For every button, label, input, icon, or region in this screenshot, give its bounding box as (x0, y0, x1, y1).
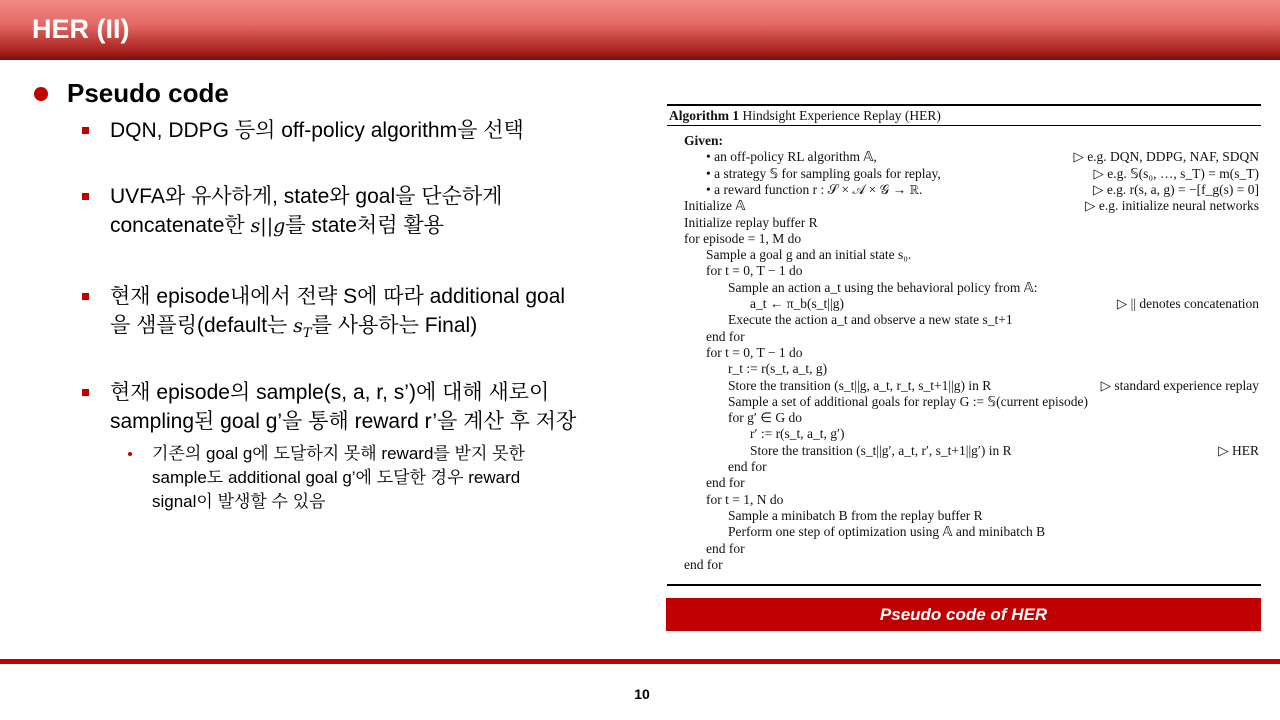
bullet-item (82, 116, 652, 145)
algorithm-code: for t = 0, T − 1 do (706, 344, 803, 360)
algorithm-comment: ▷ e.g. initialize neural networks (1085, 198, 1259, 214)
bullet-item (82, 282, 652, 348)
algorithm-code: Store the transition (s_t||g, a_t, r_t, s_t+1||g) in R (728, 377, 992, 393)
algorithm-code: r_t := r(s_t, a_t, g) (728, 361, 828, 377)
algorithm-code: end for (728, 459, 767, 474)
bullet-line (110, 311, 652, 348)
sub-bullet-line: signal이 발생할 수 있음 (152, 492, 326, 511)
text-run: concatenate한 (110, 214, 251, 237)
slide-content (0, 60, 660, 650)
algorithm-line (667, 475, 1261, 491)
bullet-line: sampling된 goal g’을 통해 reward r’을 계산 후 저장 (110, 410, 577, 433)
algorithm-comment: ▷ e.g. r(s, a, g) = −[f_g(s) = 0] (1093, 181, 1259, 197)
algorithm-code: Execute the action a_t and observe a new state s_t+1 (728, 312, 1013, 328)
bullet-line: 현재 episode내에서 전략 S에 따라 additional goal (110, 285, 566, 308)
algorithm-line (667, 426, 1261, 442)
sub-bullet-text (152, 442, 638, 514)
math-expression (293, 315, 312, 341)
algorithm-title (669, 108, 941, 124)
figure-caption: Pseudo code of HER (666, 598, 1261, 631)
algorithm-line (667, 215, 1261, 231)
algorithm-line (667, 345, 1261, 361)
algorithm-comment: ▷ e.g. 𝕊(s₀, …, s_T) = m(s_T) (1093, 165, 1259, 181)
text-run: 를 사용하는 Final) (311, 314, 478, 337)
square-bullet-icon (82, 193, 89, 200)
square-bullet-icon (82, 127, 89, 134)
math-base: s (293, 315, 303, 337)
algorithm-code: • a reward function r : 𝒮 × 𝒜 × 𝒢 → ℝ. (706, 181, 923, 197)
algorithm-code: Sample a minibatch B from the replay buffer R (728, 507, 983, 523)
algorithm-line (667, 231, 1261, 247)
algorithm-line (667, 410, 1261, 426)
small-dot-bullet-icon (128, 452, 132, 456)
algorithm-code: Perform one step of optimization using 𝔸 and minibatch B (728, 524, 1046, 540)
footer-rule (0, 659, 1280, 664)
algorithm-code: end for (706, 540, 745, 556)
algorithm-code: Initialize replay buffer R (684, 214, 818, 230)
algorithm-code: Initialize 𝔸 (684, 198, 746, 214)
algorithm-code: a_t ← π_b(s_t||g) (750, 296, 844, 311)
bullet-text (110, 282, 652, 348)
algorithm-line (667, 459, 1261, 475)
algorithm-line (667, 443, 1261, 459)
algorithm-code: Sample a goal g and an initial state s₀. (706, 247, 912, 263)
algorithm-line (667, 361, 1261, 377)
algorithm-code: for t = 0, T − 1 do (706, 263, 803, 279)
algorithm-code: Store the transition (s_t||g′, a_t, r′, s_t+1||g′) in R (750, 442, 1012, 458)
algorithm-line (667, 133, 1261, 149)
algorithm-line (667, 312, 1261, 328)
algorithm-line (667, 149, 1261, 165)
algorithm-line (667, 394, 1261, 410)
section-heading: Pseudo code (67, 78, 229, 108)
algorithm-line (667, 182, 1261, 198)
algorithm-code: for t = 1, N do (706, 491, 784, 507)
algorithm-header-rule (667, 125, 1261, 126)
bullet-item (82, 182, 652, 241)
algorithm-comment: ▷ standard experience replay (1100, 377, 1259, 393)
square-bullet-icon (82, 389, 89, 396)
algorithm-code: • an off-policy RL algorithm 𝔸, (706, 149, 877, 165)
square-bullet-icon (82, 293, 89, 300)
algorithm-code: r′ := r(s_t, a_t, g′) (750, 426, 845, 442)
algorithm-line (667, 198, 1261, 214)
algorithm-box (667, 104, 1261, 586)
algorithm-code: end for (684, 556, 723, 572)
bullet-line (110, 211, 652, 241)
algorithm-line (667, 508, 1261, 524)
bullet-text: DQN, DDPG 등의 off-policy algorithm을 선택 (110, 119, 524, 142)
algorithm-line (667, 263, 1261, 279)
algorithm-line (667, 492, 1261, 508)
math-expression: s||g (250, 215, 286, 237)
page-number: 10 (634, 686, 650, 702)
algorithm-comment: ▷ || denotes concatenation (1116, 296, 1259, 311)
algorithm-code: • a strategy 𝕊 for sampling goals for replay, (706, 165, 941, 181)
algorithm-code: end for (706, 475, 745, 491)
slide-title: HER (II) (32, 14, 130, 44)
algorithm-name: Hindsight Experience Replay (HER) (739, 108, 941, 123)
algorithm-line (667, 524, 1261, 540)
algorithm-line (667, 247, 1261, 263)
algorithm-code: for episode = 1, M do (684, 230, 802, 246)
bullet-line: UVFA와 유사하게, state와 goal을 단순하게 (110, 185, 503, 208)
algorithm-top-rule (667, 104, 1261, 106)
algorithm-code: Given: (684, 133, 723, 148)
algorithm-comment: ▷ HER (1218, 442, 1259, 458)
algorithm-line (667, 280, 1261, 296)
algorithm-line (667, 541, 1261, 557)
sub-bullet-line: sample도 additional goal g’에 도달한 경우 reward (152, 468, 521, 487)
text-run: 를 state처럼 활용 (285, 214, 444, 237)
algorithm-line (667, 296, 1261, 312)
algorithm-code: Sample a set of additional goals for replay G := 𝕊(current episode) (728, 393, 1088, 409)
algorithm-line (667, 166, 1261, 182)
algorithm-code: end for (706, 328, 745, 344)
text-run: 을 샘플링(default는 (110, 314, 294, 337)
algorithm-code: Sample an action a_t using the behavioral policy from 𝔸: (728, 279, 1038, 295)
algorithm-label: Algorithm 1 (669, 108, 740, 123)
bullet-item (82, 378, 652, 436)
math-subscript: T (302, 325, 312, 341)
red-circle-bullet-icon (34, 87, 48, 101)
bullet-text (110, 182, 652, 241)
algorithm-comment: ▷ e.g. DQN, DDPG, NAF, SDQN (1073, 149, 1259, 165)
bullet-text (110, 378, 652, 436)
bullet-line: 현재 episode의 sample(s, a, r, s’)에 대해 새로이 (110, 381, 550, 404)
algorithm-line (667, 329, 1261, 345)
algorithm-line (667, 557, 1261, 573)
title-bar (0, 0, 1280, 60)
algorithm-code: for g′ ∈ G do (728, 410, 802, 426)
sub-bullet-line: 기존의 goal g에 도달하지 못해 reward를 받지 못한 (152, 444, 525, 463)
sub-bullet-item (128, 442, 638, 514)
algorithm-bottom-rule (667, 584, 1261, 586)
heading-bullet (34, 78, 229, 109)
algorithm-line (667, 378, 1261, 394)
